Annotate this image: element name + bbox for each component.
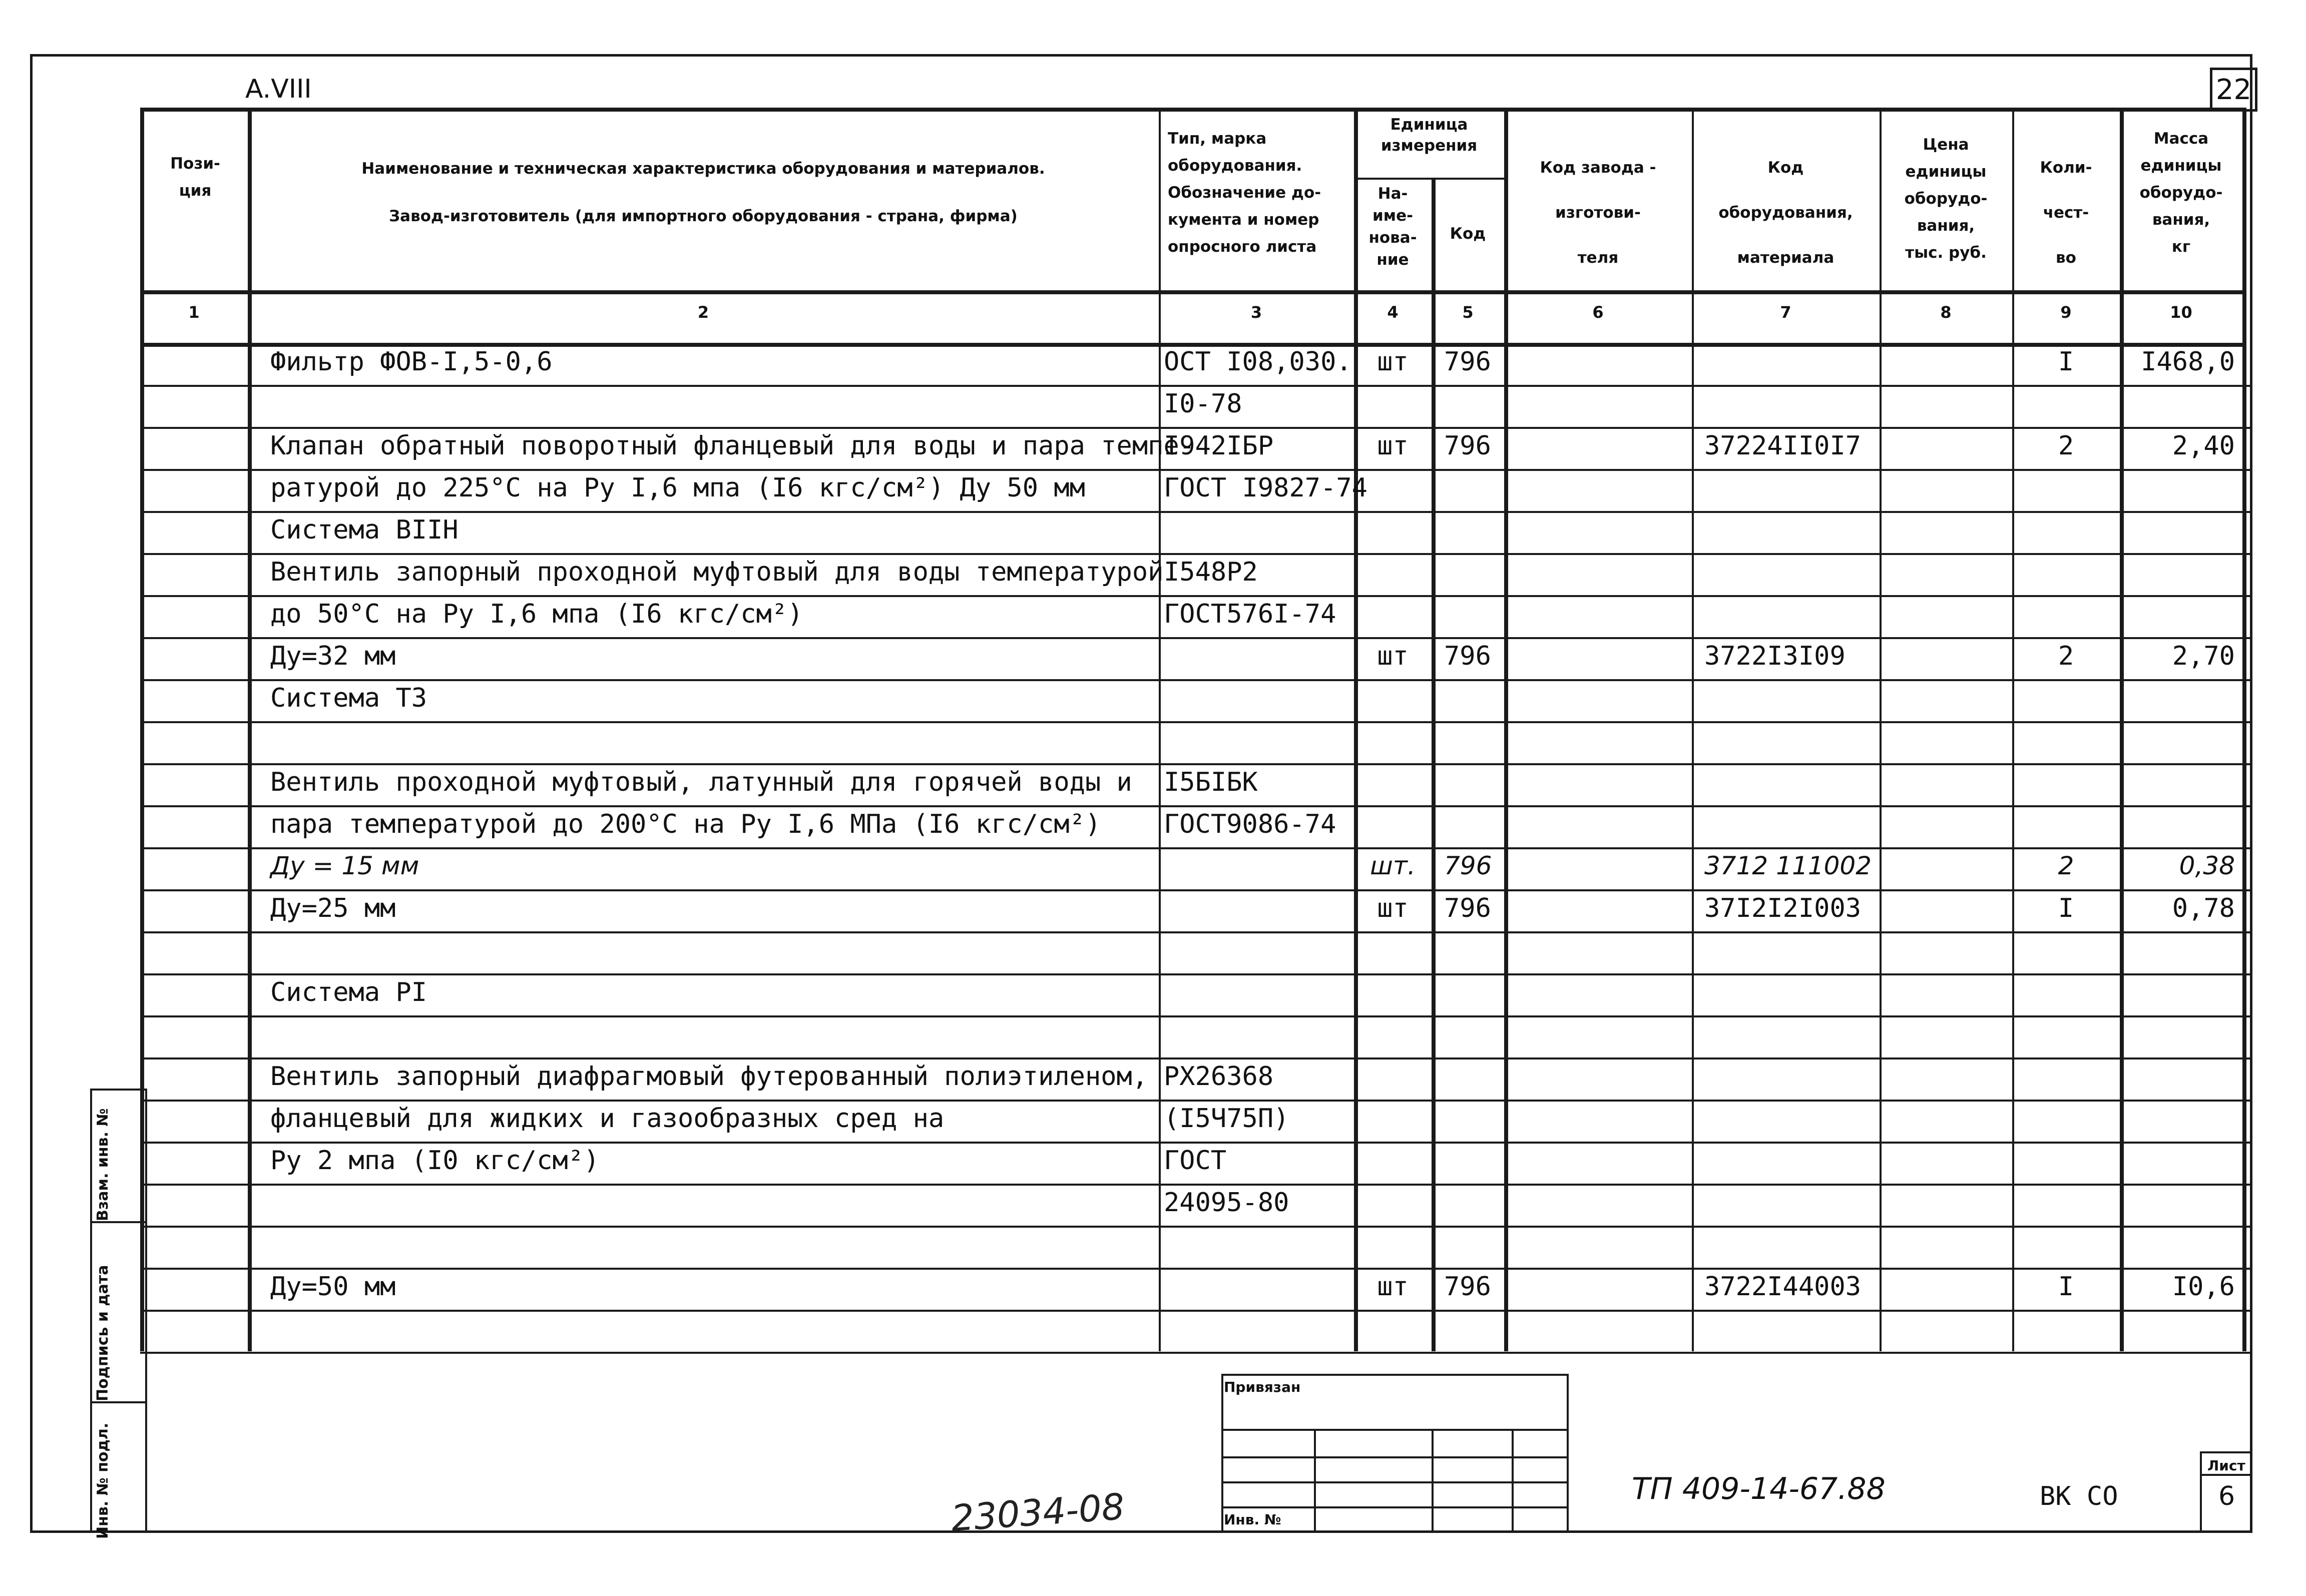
row-mass: 0,38 xyxy=(2179,851,2235,880)
row-name: ратурой до 225°С на Ру I,6 мпа (I6 кгс/см²) Ду 50 мм xyxy=(270,473,1085,503)
row-code: 796 xyxy=(1444,347,1491,377)
row-unit: шт xyxy=(1377,641,1409,671)
grid-vline xyxy=(1221,1374,1223,1533)
inv-label: Инв. № xyxy=(1224,1511,1281,1528)
grid-hline xyxy=(140,427,2252,429)
row-qty: I xyxy=(2058,347,2074,377)
row-type: ГОСТ576I-74 xyxy=(1164,599,1336,629)
grid-hline xyxy=(140,931,2252,933)
column-number: 1 xyxy=(188,303,200,322)
grid-vline xyxy=(1314,1429,1316,1533)
grid-vline xyxy=(90,1089,92,1533)
grid-hline xyxy=(90,1089,145,1091)
column-number: 3 xyxy=(1250,303,1262,322)
grid-hline xyxy=(1354,178,1504,180)
header-material-code: Код оборудования, материала xyxy=(1718,159,1853,267)
row-name: Ду=25 мм xyxy=(270,893,396,923)
grid-hline xyxy=(140,1184,2252,1186)
grid-hline xyxy=(140,108,2242,112)
side-replace-inv: Взам. инв. № xyxy=(94,1108,112,1221)
header-type: Тип, марка оборудования. Обозначение до- кумента и номер опросного листа xyxy=(1168,130,1321,256)
header-name: Наименование и техническая характеристика оборудования и материалов. Завод-изготовитель (для импортного оборудования - страна, фирма) xyxy=(361,160,1045,225)
row-type: РХ26368 xyxy=(1164,1061,1274,1092)
grid-hline xyxy=(1221,1481,1567,1483)
grid-hline xyxy=(140,679,2252,681)
grid-hline xyxy=(2200,1451,2252,1453)
header-quantity: Коли- чест- во xyxy=(2040,159,2092,267)
row-qty: I xyxy=(2058,1272,2074,1302)
grid-vline xyxy=(145,1089,147,1533)
grid-hline xyxy=(140,343,2242,347)
row-type: I548Р2 xyxy=(1164,557,1258,587)
row-mass: I468,0 xyxy=(2141,347,2235,377)
column-number: 6 xyxy=(1592,303,1604,322)
grid-hline xyxy=(140,637,2252,639)
column-number: 4 xyxy=(1387,303,1399,322)
row-type: I0-78 xyxy=(1164,389,1242,419)
row-name: Вентиль проходной муфтовый, латунный для горячей воды и xyxy=(270,767,1132,797)
column-number: 2 xyxy=(697,303,709,322)
grid-vline xyxy=(1512,1429,1514,1533)
row-name: пара температурой до 200°С на Ру I,6 МПа (I6 кгс/см²) xyxy=(270,809,1101,839)
row-qty: I xyxy=(2058,893,2074,923)
grid-hline xyxy=(140,511,2252,513)
header-maker-code: Код завода - изготови- теля xyxy=(1540,159,1656,267)
doc-section: ВК СО xyxy=(2040,1481,2118,1511)
grid-vline xyxy=(1880,108,1882,1351)
row-code: 796 xyxy=(1444,893,1491,923)
grid-vline xyxy=(2012,108,2014,1351)
handwritten-number: 23034-08 xyxy=(950,1485,1126,1539)
row-unit: шт xyxy=(1377,347,1409,377)
header-mass: Масса единицы оборудо- вания, кг xyxy=(2139,130,2223,256)
grid-hline xyxy=(90,1221,145,1223)
row-mat-code: 3712 111002 xyxy=(1704,851,1872,880)
grid-hline xyxy=(2200,1474,2252,1476)
row-type: I5БIБК xyxy=(1164,767,1258,797)
row-type: ГОСТ xyxy=(1164,1146,1227,1176)
row-unit: шт xyxy=(1377,1272,1409,1302)
row-mat-code: 3722I3I09 xyxy=(1704,641,1846,671)
grid-vline xyxy=(2120,108,2124,1351)
grid-hline xyxy=(140,805,2252,807)
doc-code: ТП 409-14-67.88 xyxy=(1632,1471,1886,1506)
row-qty: 2 xyxy=(2058,641,2074,671)
header-unit-name: На- име- нова- ние xyxy=(1368,185,1417,269)
grid-hline xyxy=(140,1015,2252,1017)
row-name: фланцевый для жидких и газообразных сред на xyxy=(270,1104,945,1134)
grid-vline xyxy=(2200,1451,2202,1533)
row-mat-code: 37I2I2I003 xyxy=(1704,893,1862,923)
grid-hline xyxy=(140,290,2242,294)
grid-vline xyxy=(1432,1429,1434,1533)
grid-hline xyxy=(140,973,2252,975)
page-number-box xyxy=(2210,68,2257,112)
header-unit-code: Код xyxy=(1450,225,1486,243)
grid-hline xyxy=(140,721,2252,723)
grid-hline xyxy=(140,1142,2252,1144)
row-code: 796 xyxy=(1444,1272,1491,1302)
sheet-number: 6 xyxy=(2218,1481,2235,1511)
grid-hline xyxy=(140,469,2252,471)
row-qty: 2 xyxy=(2058,431,2074,461)
bound-label: Привязан xyxy=(1224,1379,1301,1395)
grid-vline xyxy=(2242,108,2246,1351)
grid-hline xyxy=(140,889,2252,891)
row-mass: 2,40 xyxy=(2172,431,2235,461)
grid-hline xyxy=(1221,1456,1567,1458)
header-unit-group: Единица измерения xyxy=(1380,116,1478,155)
row-mat-code: 3722I44003 xyxy=(1704,1272,1862,1302)
grid-hline xyxy=(140,1226,2252,1228)
row-type: I942IБР xyxy=(1164,431,1274,461)
grid-vline xyxy=(1354,108,1358,1351)
grid-hline xyxy=(1221,1429,1567,1431)
row-name: Система ВIIН xyxy=(270,515,458,545)
grid-hline xyxy=(140,553,2252,555)
grid-hline xyxy=(140,1268,2252,1270)
grid-hline xyxy=(140,1352,2252,1354)
row-code: 796 xyxy=(1444,641,1491,671)
grid-vline xyxy=(1567,1374,1569,1533)
row-name: Система РI xyxy=(270,977,427,1007)
column-number: 8 xyxy=(1940,303,1952,322)
row-name: Клапан обратный поворотный фланцевый для воды и пара темпе- xyxy=(270,431,1195,461)
grid-vline xyxy=(248,108,252,1351)
grid-hline xyxy=(1221,1374,1567,1376)
row-name: Система Т3 xyxy=(270,683,427,713)
album-code: A.VIII xyxy=(245,74,312,104)
row-qty: 2 xyxy=(2058,851,2074,880)
grid-vline xyxy=(1504,108,1508,1351)
row-name: Вентиль запорный проходной муфтовый для воды температурой xyxy=(270,557,1164,587)
side-sign-date: Подпись и дата xyxy=(94,1265,112,1401)
row-mass: 0,78 xyxy=(2172,893,2235,923)
sheet-label: Лист xyxy=(2207,1457,2245,1474)
grid-hline xyxy=(140,595,2252,597)
column-number: 10 xyxy=(2170,303,2192,322)
grid-vline xyxy=(140,108,144,1351)
row-type: ГОСТ9086-74 xyxy=(1164,809,1336,839)
column-number: 9 xyxy=(2060,303,2072,322)
row-name: Ру 2 мпа (I0 кгс/см²) xyxy=(270,1146,600,1176)
row-name: Фильтр ФОВ-I,5-0,6 xyxy=(270,347,553,377)
header-price: Цена единицы оборудо- вания, тыс. руб. xyxy=(1904,136,1988,262)
row-type: (I5Ч75П) xyxy=(1164,1104,1289,1134)
row-type: ГОСТ I9827-74 xyxy=(1164,473,1367,503)
column-number: 7 xyxy=(1780,303,1791,322)
grid-vline xyxy=(1692,108,1694,1351)
row-mass: 2,70 xyxy=(2172,641,2235,671)
row-name: Ду=32 мм xyxy=(270,641,396,671)
grid-hline xyxy=(140,1057,2252,1059)
row-unit: шт. xyxy=(1370,851,1416,880)
grid-hline xyxy=(140,385,2252,387)
grid-hline xyxy=(140,847,2252,849)
grid-hline xyxy=(140,1310,2252,1312)
grid-hline xyxy=(90,1401,145,1403)
page-number: 22 xyxy=(2215,74,2252,106)
row-unit: шт xyxy=(1377,431,1409,461)
row-type: 24095-80 xyxy=(1164,1188,1289,1218)
row-name: Вентиль запорный диафрагмовый футерованный полиэтиленом, xyxy=(270,1061,1148,1092)
grid-hline xyxy=(140,763,2252,765)
row-name: до 50°С на Ру I,6 мпа (I6 кгс/см²) xyxy=(270,599,803,629)
column-number: 5 xyxy=(1462,303,1474,322)
grid-hline xyxy=(1221,1506,1567,1508)
grid-vline xyxy=(1159,108,1161,1351)
header-position: Пози- ция xyxy=(170,155,220,200)
row-type: ОСТ I08,030. xyxy=(1164,347,1352,377)
row-name: Ду=50 мм xyxy=(270,1272,396,1302)
side-inv-orig: Инв. № подл. xyxy=(94,1422,112,1539)
row-code: 796 xyxy=(1444,851,1492,880)
row-mass: I0,6 xyxy=(2172,1272,2235,1302)
row-name: Ду = 15 мм xyxy=(270,851,419,880)
grid-hline xyxy=(140,1100,2252,1102)
row-code: 796 xyxy=(1444,431,1491,461)
row-mat-code: 37224II0I7 xyxy=(1704,431,1862,461)
row-unit: шт xyxy=(1377,893,1409,923)
